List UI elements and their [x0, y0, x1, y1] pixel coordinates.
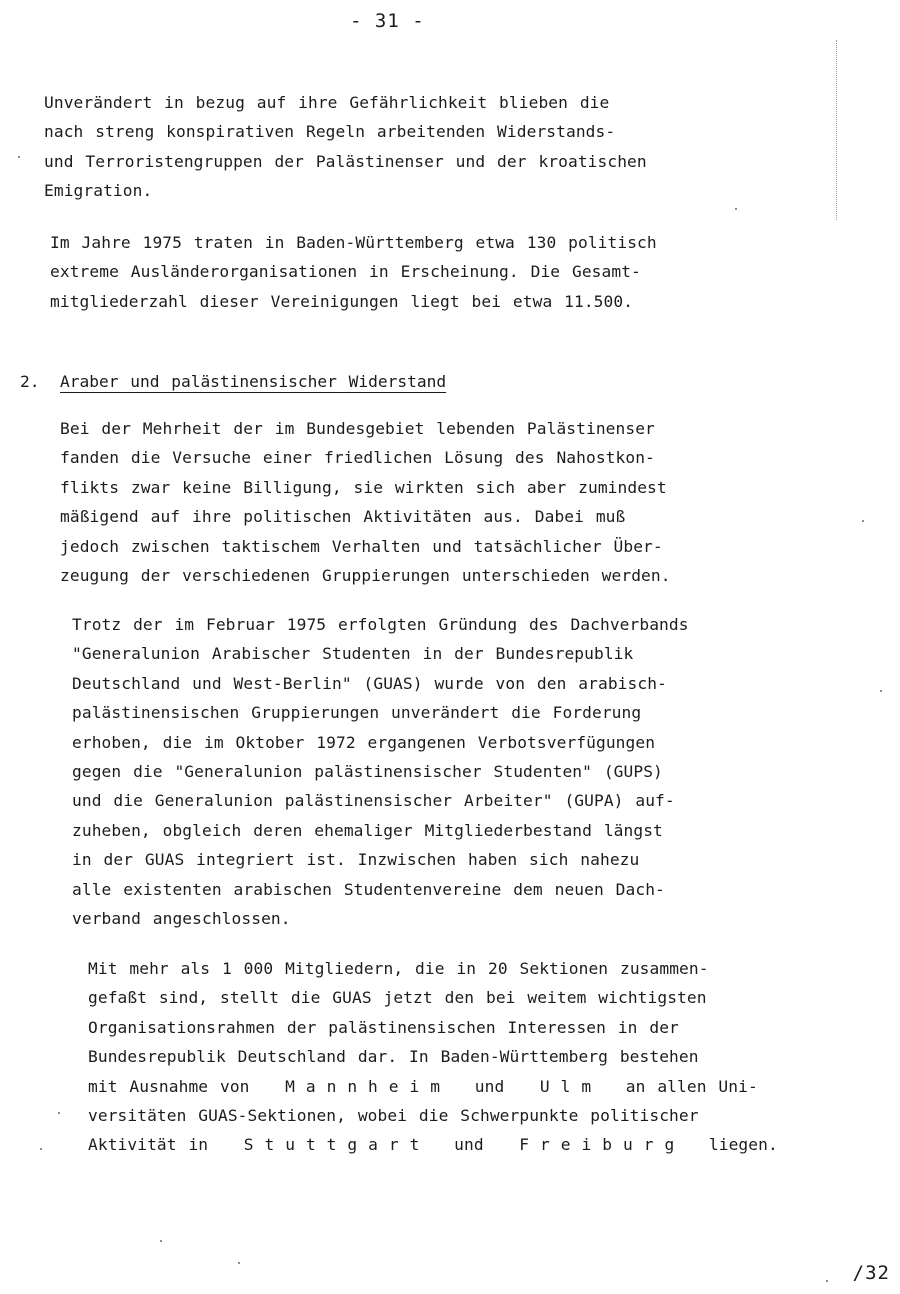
text-line: Organisationsrahmen der palästinensischen Interessen in der — [88, 1017, 679, 1037]
text-line: Bei der Mehrheit der im Bundesgebiet lebenden Palästinenser — [60, 419, 655, 438]
section-title: Araber und palästinensischer Widerstand — [60, 372, 447, 391]
text-line: Bundesrepublik Deutschland dar. In Baden-Württemberg bestehen — [88, 1047, 699, 1067]
text-line: nach streng konspirativen Regeln arbeitenden Widerstands- — [44, 122, 616, 142]
text-fragment: und — [474, 1076, 505, 1096]
section-paragraph-1 — [60, 414, 671, 590]
text-line: und Terroristengruppen der Palästinenser und der kroatischen — [44, 151, 647, 171]
scan-speck — [160, 1240, 162, 1242]
text-fragment: mit Ausnahme von — [88, 1076, 250, 1096]
text-line — [88, 1072, 778, 1101]
scan-speck — [880, 690, 882, 692]
text-line: und die Generalunion palästinensischer Arbeiter" (GUPA) auf- — [72, 791, 675, 811]
text-line: Deutschland und West-Berlin" (GUAS) wurde von den arabisch- — [72, 673, 667, 693]
section-heading — [20, 372, 446, 391]
continuation-marker: /32 — [852, 1262, 890, 1284]
text-line — [88, 1130, 778, 1159]
text-fragment: Aktivität in — [88, 1135, 209, 1155]
text-line: flikts zwar keine Billigung, sie wirkten sich aber zumindest — [60, 477, 667, 497]
intro-paragraph-1 — [44, 88, 647, 206]
scan-speck — [238, 1262, 240, 1264]
text-line: zuheben, obgleich deren ehemaliger Mitgliederbestand längst — [72, 820, 663, 840]
scan-speck — [735, 208, 737, 210]
city-ulm: Ulm — [539, 1076, 603, 1096]
text-fragment: an allen Uni- — [625, 1076, 758, 1096]
scan-speck — [40, 1148, 42, 1150]
intro-paragraph-2 — [50, 228, 657, 316]
text-line: extreme Ausländerorganisationen in Erscheinung. Die Gesamt- — [50, 262, 641, 282]
text-line: versitäten GUAS-Sektionen, wobei die Schwerpunkte politischer — [88, 1106, 699, 1126]
text-line: gefaßt sind, stellt die GUAS jetzt den bei weitem wichtigsten — [88, 988, 707, 1008]
city-mannheim: Mannheim — [285, 1076, 452, 1096]
text-line: gegen die "Generalunion palästinensischer Studenten" (GUPS) — [72, 762, 663, 782]
text-line: Unverändert in bezug auf ihre Gefährlichkeit blieben die — [44, 93, 610, 112]
text-fragment: und — [454, 1135, 484, 1155]
section-paragraph-2 — [72, 610, 689, 933]
scan-speck — [826, 1280, 828, 1282]
section-paragraph-3 — [88, 954, 778, 1160]
page-number: - 31 - — [350, 10, 425, 32]
text-fragment: liegen. — [708, 1135, 778, 1155]
text-line: Emigration. — [44, 181, 153, 201]
scan-speck — [58, 1112, 60, 1114]
city-stuttgart: Stuttgart — [243, 1135, 431, 1155]
scan-speck — [862, 520, 864, 522]
text-line: alle existenten arabischen Studentenvereine dem neuen Dach- — [72, 879, 665, 899]
text-line: Im Jahre 1975 traten in Baden-Württemberg etwa 130 politisch — [50, 233, 657, 252]
text-line: mäßigend auf ihre politischen Aktivitäten aus. Dabei muß — [60, 507, 626, 527]
scan-speck — [18, 156, 20, 158]
section-number: 2. — [20, 372, 40, 391]
text-line: "Generalunion Arabischer Studenten in der Bundesrepublik — [72, 644, 634, 664]
text-line: zeugung der verschiedenen Gruppierungen unterschieden werden. — [60, 566, 671, 586]
city-freiburg: Freiburg — [519, 1135, 686, 1155]
text-line: in der GUAS integriert ist. Inzwischen haben sich nahezu — [72, 850, 640, 870]
text-line: mitgliederzahl dieser Vereinigungen liegt bei etwa 11.500. — [50, 291, 634, 311]
text-line: erhoben, die im Oktober 1972 ergangenen Verbotsverfügungen — [72, 732, 656, 752]
text-line: Trotz der im Februar 1975 erfolgten Gründung des Dachverbands — [72, 615, 689, 634]
text-line: fanden die Versuche einer friedlichen Lösung des Nahostkon- — [60, 448, 655, 468]
text-line: jedoch zwischen taktischem Verhalten und tatsächlicher Über- — [60, 536, 663, 556]
text-line: verband angeschlossen. — [72, 909, 291, 929]
margin-mark — [836, 40, 838, 220]
text-line: palästinensischen Gruppierungen unverändert die Forderung — [72, 703, 642, 723]
text-line: Mit mehr als 1 000 Mitgliedern, die in 20 Sektionen zusammen- — [88, 959, 709, 978]
